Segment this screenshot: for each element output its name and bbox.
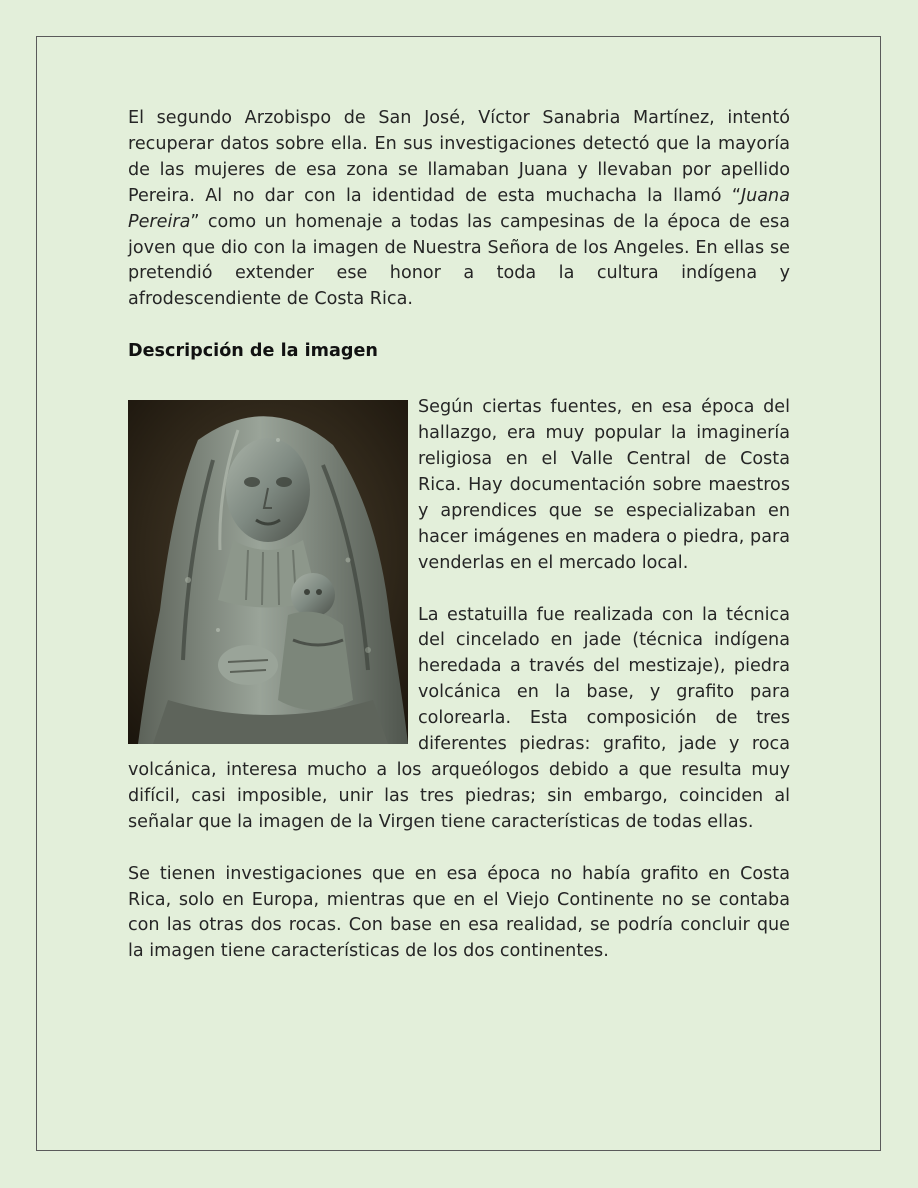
document-body <box>128 106 790 965</box>
intro-italic-name: Juana Pereira <box>128 185 790 232</box>
paragraph-spacer <box>128 836 790 862</box>
statue-illustration <box>128 400 408 744</box>
intro-text-start: El segundo Arzobispo de San José, Víctor Sanabria Martínez, intentó recuperar datos sobre ella. En sus investigaciones detectó que la mayoría de las mujeres de esa zona se llamaban Juana y llevaban por apellido Pereira. Al no dar con la identidad de esta muchacha la llamó “ <box>128 108 790 206</box>
paragraph-sources: Según ciertas fuentes, en esa época del hallazgo, era muy popular la imaginería religiosa en el Valle Central de Costa Rica. Hay documentación sobre maestros y aprendices que se especializaban en hacer imágenes en madera o piedra, para venderlas en el mercado local. <box>418 397 790 573</box>
intro-paragraph <box>128 106 790 313</box>
paragraph-conclusion: Se tienen investigaciones que en esa época no había grafito en Costa Rica, solo en Europa, mientras que en el Viejo Continente no se contaba con las otras dos rocas. Con base en esa realidad, se podría concluir que la imagen tiene características de los dos continentes. <box>128 863 790 962</box>
paragraph-spacer <box>128 313 790 339</box>
statue-photo-icon <box>128 400 408 744</box>
paragraph-technique: La estatuilla fue realizada con la técnica del cincelado en jade (técnica indígena heredada a través del mestizaje), piedra volcánica en la base, y grafito para colorearla. Esta composición de tres diferentes piedras: grafito, jade y roca volcánica, interesa mucho a los arqueólogos debido a que resulta muy difícil, casi imposible, unir las tres piedras; sin embargo, coinciden al señalar que la imagen de la Virgen tiene características de todas ellas. <box>128 604 790 832</box>
heading-spacer <box>128 365 790 395</box>
intro-text-end: ” como un homenaje a todas las campesinas de la época de esa joven que dio con la imagen de Nuestra Señora de los Angeles. En ellas se pretendió extender ese honor a toda la cultura indígena y afrodescendiente de Costa Rica. <box>128 211 790 310</box>
section-heading: Descripción de la imagen <box>128 341 378 362</box>
